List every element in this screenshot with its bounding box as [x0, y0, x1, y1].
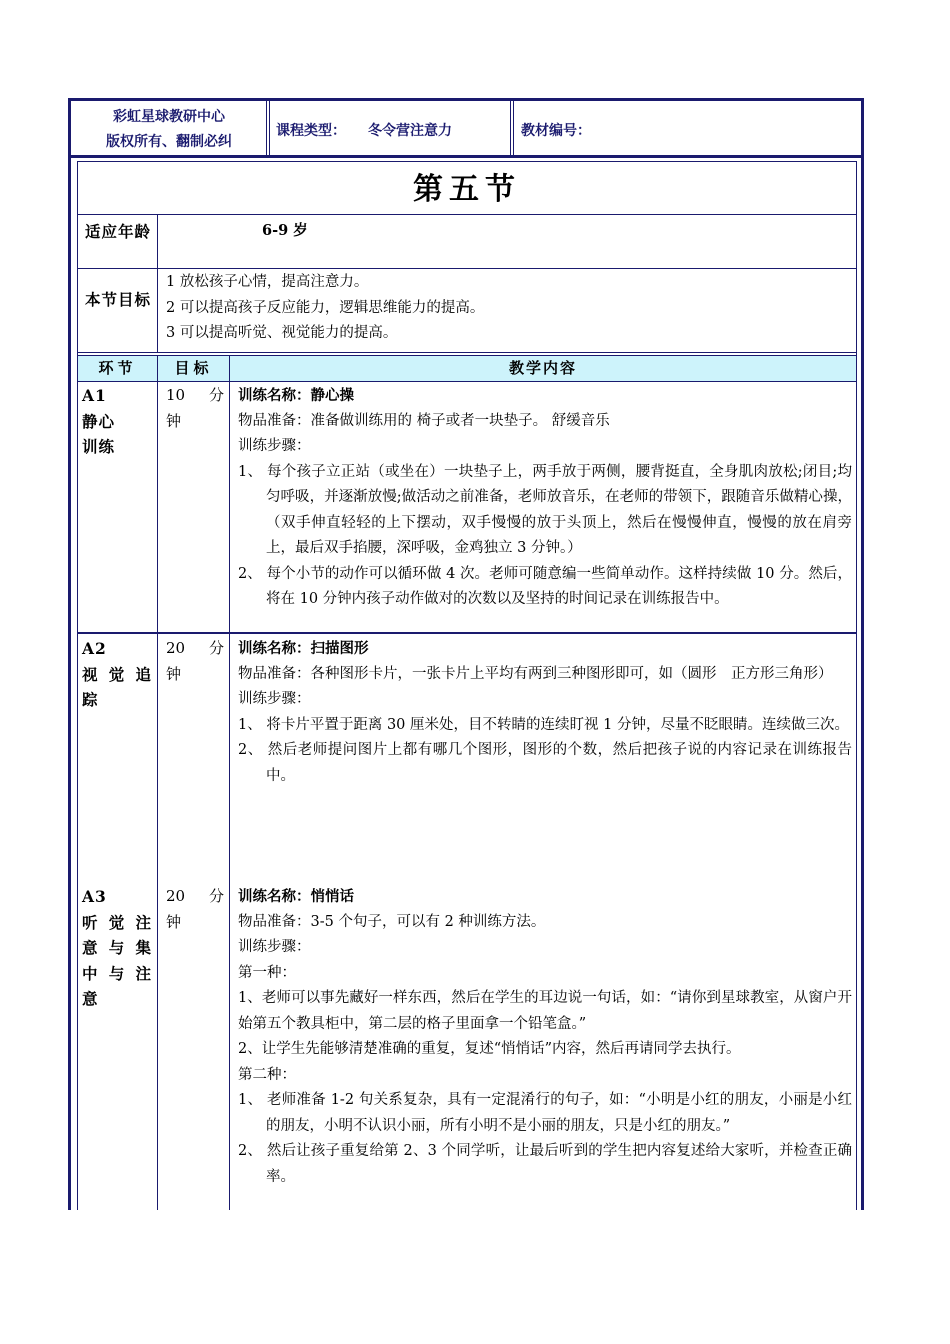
- age-row-rule: [77, 268, 857, 269]
- header-divider-1: [266, 100, 267, 155]
- section-a1-time: [166, 383, 224, 434]
- section-name-line: 意与集: [82, 938, 152, 957]
- inner-frame-right: [856, 161, 857, 1210]
- time-line: 20 分: [166, 887, 224, 905]
- section-code: A1: [82, 386, 107, 405]
- lesson-title: 第五节: [413, 172, 521, 207]
- title-rule: [77, 214, 857, 215]
- goals-row-rule: [77, 352, 857, 353]
- step-item: 2、 然后老师提问图片上都有哪几个图形，图形的个数，然后把孩子说的内容记录在训练报告中。: [238, 742, 852, 784]
- copyright-notice: 版权所有、翻制必纠: [106, 134, 232, 150]
- section-a2-content: [238, 636, 852, 789]
- course-type-label: 课程类型：: [276, 123, 346, 139]
- section-a1-label: [82, 383, 152, 460]
- material-number-label: 教材编号：: [521, 123, 591, 139]
- section-name-line: 视觉追: [82, 664, 152, 684]
- section-a3-content: [238, 884, 852, 1190]
- section-code: A3: [82, 887, 107, 906]
- training-title: 训练名称：悄悄话: [238, 888, 354, 905]
- section-code: A2: [82, 639, 107, 658]
- header-bottom-rule-thin: [77, 161, 857, 162]
- header-divider-2b: [513, 100, 514, 155]
- training-title: 训练名称：扫描图形: [238, 640, 369, 657]
- time-line: 20 分: [166, 639, 224, 657]
- time-line: 钟: [166, 411, 182, 430]
- goal-item: 2 可以提高孩子反应能力，逻辑思维能力的提高。: [166, 299, 485, 316]
- header-bottom-rule: [71, 155, 861, 158]
- step-item: 1、 每个孩子立正站（或坐在）一块垫子上，两手放于两侧，腰背挺直，全身肌肉放松;闭目;均匀呼吸，并逐渐放慢;做活动之前准备，老师放音乐，在老师的带领下，跟随音乐做精心操，（双手伸直轻轻的上下摆动，双手慢慢的放于头顶上，然后在慢慢伸直，慢慢的放在肩旁上，最后双手掐腰，深呼吸，金鸡独立 3 分钟。）: [238, 463, 852, 556]
- section-name-line: 静心: [82, 411, 116, 431]
- header-divider-2: [510, 100, 511, 155]
- step-item: 1、 将卡片平置于距离 30 厘米处，目不转睛的连续盯视 1 分钟，尽量不眨眼睛。连续做三次。: [238, 716, 849, 733]
- section-name-line: 踪: [82, 690, 99, 709]
- time-line: 钟: [166, 664, 182, 683]
- content-line: 训练步骤：: [238, 438, 311, 454]
- section-name-line: 中与注: [82, 963, 152, 983]
- table-col-divider-2: [229, 355, 230, 1210]
- content-line: 2、让学生先能够清楚准确的重复，复述“悄悄话”内容，然后再请同学去执行。: [238, 1041, 741, 1057]
- section-name-line: 听觉注: [82, 912, 152, 932]
- age-label: [82, 219, 154, 244]
- table-head-bottom: [77, 381, 857, 382]
- age-label-text: 适应年龄: [84, 222, 151, 241]
- content-line: 物品准备：3-5 个句子，可以有 2 种训练方法。: [238, 913, 546, 930]
- label-column-divider: [157, 214, 158, 353]
- table-head-stage: 环节: [98, 359, 137, 377]
- section-name-line: 意: [82, 989, 99, 1008]
- step-item: 2、 然后让孩子重复给第 2、3 个同学听，让最后听到的学生把内容复述给大家听，并检查正确率。: [238, 1143, 852, 1185]
- section-name-line: 训练: [82, 437, 116, 456]
- table-col-divider-1: [157, 355, 158, 1210]
- goals-list: [166, 270, 846, 347]
- inner-frame-left: [77, 161, 78, 1210]
- table-head-top: [77, 355, 857, 356]
- content-line: 第二种：: [238, 1066, 296, 1083]
- section-a2-label: [82, 636, 152, 713]
- section-a1-content: [238, 383, 852, 613]
- table-head-goal: 目标: [174, 359, 213, 377]
- content-line: 训练步骤：: [238, 691, 311, 707]
- section-a1-rule: [77, 632, 857, 634]
- content-line: 第一种：: [238, 964, 296, 981]
- content-line: 1、老师可以事先藏好一样东西，然后在学生的耳边说一句话，如：“请你到星球教室，从窗户开始第五个教具柜中，第二层的格子里面拿一个铅笔盒。”: [238, 990, 852, 1032]
- section-a3-label: [82, 884, 152, 1012]
- goal-item: 3 可以提高听觉、视觉能力的提高。: [166, 325, 398, 341]
- table-head-content: 教学内容: [508, 359, 577, 377]
- training-title: 训练名称：静心操: [238, 387, 354, 404]
- org-name: 彩虹星球教研中心: [113, 109, 225, 125]
- content-line: 物品准备：各种图形卡片，一张卡片上平均有两到三种图形即可，如（圆形 正方形三角形）: [238, 665, 833, 682]
- content-line: 训练步骤：: [238, 939, 311, 955]
- goal-item: 1 放松孩子心情，提高注意力。: [166, 274, 369, 290]
- time-line: 钟: [166, 912, 182, 931]
- goals-label-text: 本节目标: [84, 290, 151, 309]
- section-a2-time: [166, 636, 224, 687]
- step-item: 2、 每个小节的动作可以循环做 4 次。老师可随意编一些简单动作。这样持续做 10 分。然后，将在 10 分钟内孩子动作做对的次数以及坚持的时间记录在训练报告中。: [238, 565, 852, 607]
- section-a3-time: [166, 884, 224, 935]
- header-divider-1b: [269, 100, 270, 155]
- goals-label: [82, 287, 154, 312]
- age-value: 6-9 岁: [262, 222, 308, 239]
- time-line: 10 分: [166, 386, 224, 404]
- content-line: 物品准备：准备做训练用的 椅子或者一块垫子。 舒缓音乐: [238, 412, 610, 429]
- course-type-value: 冬令营注意力: [368, 123, 452, 139]
- step-item: 1、 老师准备 1-2 句关系复杂，具有一定混淆行的句子，如：“小明是小红的朋友，小丽是小红的朋友，小明不认识小丽，所有小明不是小丽的朋友，只是小红的朋友。”: [238, 1092, 852, 1134]
